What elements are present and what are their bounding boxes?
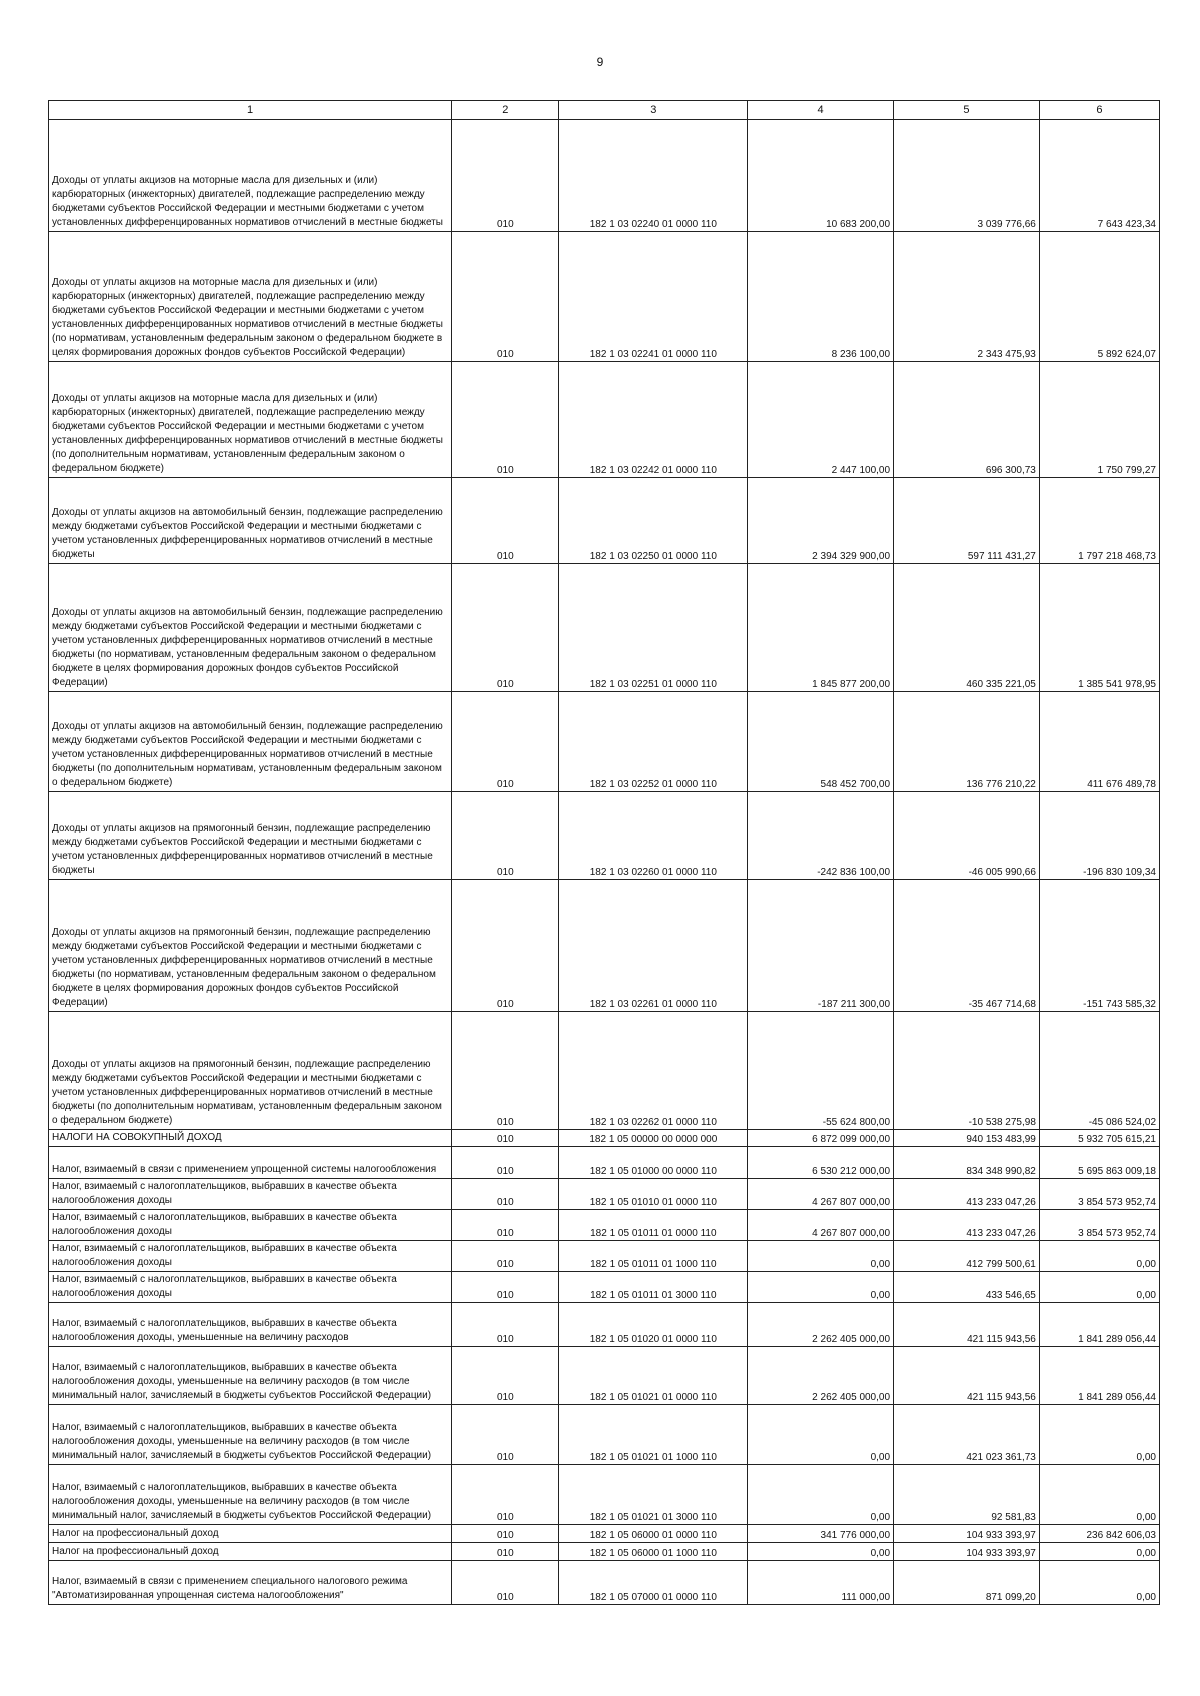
row-line-code: 010 bbox=[452, 1543, 559, 1561]
row-executed-amount: 2 343 475,93 bbox=[894, 232, 1040, 362]
table-row bbox=[49, 1179, 1160, 1210]
row-executed-amount: -35 467 714,68 bbox=[894, 880, 1040, 1012]
row-approved-amount: 2 262 405 000,00 bbox=[748, 1347, 894, 1405]
table-row bbox=[49, 478, 1160, 564]
table-row bbox=[49, 1303, 1160, 1347]
row-line-code: 010 bbox=[452, 1130, 559, 1147]
row-description: Доходы от уплаты акцизов на моторные масла для дизельных и (или) карбюраторных (инжекторных) двигателей, подлежащие распределению между бюджетами субъектов Российской Федерации и местными бюджетами с учетом установленных дифференцированных нормативов отчислений в местные бюджеты (по нормативам, установленным федеральным законом о федеральном бюджете в целях формирования дорожных фондов субъектов Российской Федерации) bbox=[49, 232, 452, 362]
row-approved-amount: 0,00 bbox=[748, 1241, 894, 1272]
column-header-5: 5 bbox=[894, 101, 1040, 120]
row-remaining-amount: 1 841 289 056,44 bbox=[1039, 1347, 1159, 1405]
row-budget-code: 182 1 03 02240 01 0000 110 bbox=[559, 120, 748, 232]
row-remaining-amount: 5 932 705 615,21 bbox=[1039, 1130, 1159, 1147]
table-row bbox=[49, 880, 1160, 1012]
row-executed-amount: 412 799 500,61 bbox=[894, 1241, 1040, 1272]
table-row bbox=[49, 692, 1160, 792]
row-approved-amount: 6 530 212 000,00 bbox=[748, 1147, 894, 1179]
row-line-code: 010 bbox=[452, 1210, 559, 1241]
row-executed-amount: 3 039 776,66 bbox=[894, 120, 1040, 232]
row-remaining-amount: 1 385 541 978,95 bbox=[1039, 564, 1159, 692]
column-header-3: 3 bbox=[559, 101, 748, 120]
row-description: Доходы от уплаты акцизов на моторные масла для дизельных и (или) карбюраторных (инжекторных) двигателей, подлежащие распределению между бюджетами субъектов Российской Федерации и местными бюджетами с учетом установленных дифференцированных нормативов отчислений в местные бюджеты bbox=[49, 120, 452, 232]
row-remaining-amount: 411 676 489,78 bbox=[1039, 692, 1159, 792]
row-executed-amount: 92 581,83 bbox=[894, 1465, 1040, 1525]
row-executed-amount: 421 115 943,56 bbox=[894, 1347, 1040, 1405]
row-line-code: 010 bbox=[452, 1347, 559, 1405]
row-approved-amount: -55 624 800,00 bbox=[748, 1012, 894, 1130]
row-executed-amount: 834 348 990,82 bbox=[894, 1147, 1040, 1179]
row-executed-amount: 460 335 221,05 bbox=[894, 564, 1040, 692]
table-row bbox=[49, 1130, 1160, 1147]
table-row bbox=[49, 1272, 1160, 1303]
row-remaining-amount: -45 086 524,02 bbox=[1039, 1012, 1159, 1130]
row-approved-amount: 111 000,00 bbox=[748, 1561, 894, 1605]
row-budget-code: 182 1 05 01011 01 3000 110 bbox=[559, 1272, 748, 1303]
row-budget-code: 182 1 05 01021 01 0000 110 bbox=[559, 1347, 748, 1405]
row-remaining-amount: 0,00 bbox=[1039, 1241, 1159, 1272]
table-row bbox=[49, 792, 1160, 880]
row-remaining-amount: 0,00 bbox=[1039, 1543, 1159, 1561]
row-approved-amount: 2 394 329 900,00 bbox=[748, 478, 894, 564]
column-header-2: 2 bbox=[452, 101, 559, 120]
row-remaining-amount: 1 750 799,27 bbox=[1039, 362, 1159, 478]
table-row bbox=[49, 1543, 1160, 1561]
row-approved-amount: 548 452 700,00 bbox=[748, 692, 894, 792]
row-budget-code: 182 1 03 02241 01 0000 110 bbox=[559, 232, 748, 362]
row-description: Налог, взимаемый с налогоплательщиков, выбравших в качестве объекта налогообложения доходы bbox=[49, 1272, 452, 1303]
row-line-code: 010 bbox=[452, 1147, 559, 1179]
row-approved-amount: 341 776 000,00 bbox=[748, 1525, 894, 1543]
table-row bbox=[49, 1347, 1160, 1405]
row-approved-amount: -187 211 300,00 bbox=[748, 880, 894, 1012]
row-budget-code: 182 1 05 07000 01 0000 110 bbox=[559, 1561, 748, 1605]
row-line-code: 010 bbox=[452, 1303, 559, 1347]
row-executed-amount: -46 005 990,66 bbox=[894, 792, 1040, 880]
row-approved-amount: 1 845 877 200,00 bbox=[748, 564, 894, 692]
row-budget-code: 182 1 03 02242 01 0000 110 bbox=[559, 362, 748, 478]
row-description: Доходы от уплаты акцизов на автомобильный бензин, подлежащие распределению между бюджетами субъектов Российской Федерации и местными бюджетами с учетом установленных дифференцированных нормативов отчислений в местные бюджеты (по нормативам, установленным федеральным законом о федеральном бюджете в целях формирования дорожных фондов субъектов Российской Федерации) bbox=[49, 564, 452, 692]
row-budget-code: 182 1 05 06000 01 0000 110 bbox=[559, 1525, 748, 1543]
row-line-code: 010 bbox=[452, 1179, 559, 1210]
row-description: Налог, взимаемый с налогоплательщиков, выбравших в качестве объекта налогообложения доходы, уменьшенные на величину расходов bbox=[49, 1303, 452, 1347]
row-approved-amount: 10 683 200,00 bbox=[748, 120, 894, 232]
table-row bbox=[49, 1525, 1160, 1543]
row-approved-amount: 4 267 807 000,00 bbox=[748, 1179, 894, 1210]
page-number: 9 bbox=[596, 55, 604, 69]
row-line-code: 010 bbox=[452, 564, 559, 692]
row-executed-amount: 940 153 483,99 bbox=[894, 1130, 1040, 1147]
row-line-code: 010 bbox=[452, 1525, 559, 1543]
row-line-code: 010 bbox=[452, 1241, 559, 1272]
row-budget-code: 182 1 05 00000 00 0000 000 bbox=[559, 1130, 748, 1147]
row-executed-amount: 433 546,65 bbox=[894, 1272, 1040, 1303]
row-description: Налог на профессиональный доход bbox=[49, 1525, 452, 1543]
row-approved-amount: 0,00 bbox=[748, 1405, 894, 1465]
row-line-code: 010 bbox=[452, 1272, 559, 1303]
row-description: НАЛОГИ НА СОВОКУПНЫЙ ДОХОД bbox=[49, 1130, 452, 1147]
row-line-code: 010 bbox=[452, 1012, 559, 1130]
row-executed-amount: 136 776 210,22 bbox=[894, 692, 1040, 792]
row-description: Доходы от уплаты акцизов на прямогонный бензин, подлежащие распределению между бюджетами субъектов Российской Федерации и местными бюджетами с учетом установленных дифференцированных нормативов отчислений в местные бюджеты (по дополнительным нормативам, установленным федеральным законом о федеральном бюджете) bbox=[49, 1012, 452, 1130]
row-budget-code: 182 1 05 01000 00 0000 110 bbox=[559, 1147, 748, 1179]
row-remaining-amount: 0,00 bbox=[1039, 1561, 1159, 1605]
row-line-code: 010 bbox=[452, 792, 559, 880]
row-executed-amount: 413 233 047,26 bbox=[894, 1210, 1040, 1241]
row-approved-amount: 0,00 bbox=[748, 1465, 894, 1525]
row-remaining-amount: 236 842 606,03 bbox=[1039, 1525, 1159, 1543]
table-row bbox=[49, 362, 1160, 478]
row-line-code: 010 bbox=[452, 232, 559, 362]
table-row bbox=[49, 1561, 1160, 1605]
row-budget-code: 182 1 03 02260 01 0000 110 bbox=[559, 792, 748, 880]
row-description: Налог, взимаемый с налогоплательщиков, выбравших в качестве объекта налогообложения доходы bbox=[49, 1179, 452, 1210]
row-remaining-amount: 1 797 218 468,73 bbox=[1039, 478, 1159, 564]
row-description: Налог, взимаемый с налогоплательщиков, выбравших в качестве объекта налогообложения доходы bbox=[49, 1210, 452, 1241]
row-remaining-amount: 5 695 863 009,18 bbox=[1039, 1147, 1159, 1179]
row-description: Налог, взимаемый с налогоплательщиков, выбравших в качестве объекта налогообложения доходы bbox=[49, 1241, 452, 1272]
row-line-code: 010 bbox=[452, 1465, 559, 1525]
row-budget-code: 182 1 05 01021 01 1000 110 bbox=[559, 1405, 748, 1465]
row-description: Налог, взимаемый с налогоплательщиков, выбравших в качестве объекта налогообложения доходы, уменьшенные на величину расходов (в том числе минимальный налог, зачисляемый в бюджеты субъектов Российской Федерации) bbox=[49, 1347, 452, 1405]
row-line-code: 010 bbox=[452, 362, 559, 478]
table-row bbox=[49, 1147, 1160, 1179]
row-approved-amount: 2 447 100,00 bbox=[748, 362, 894, 478]
row-description: Доходы от уплаты акцизов на автомобильный бензин, подлежащие распределению между бюджетами субъектов Российской Федерации и местными бюджетами с учетом установленных дифференцированных нормативов отчислений в местные бюджеты (по дополнительным нормативам, установленным федеральным законом о федеральном бюджете) bbox=[49, 692, 452, 792]
revenue-table bbox=[48, 100, 1160, 1605]
row-budget-code: 182 1 05 01020 01 0000 110 bbox=[559, 1303, 748, 1347]
row-budget-code: 182 1 05 01011 01 1000 110 bbox=[559, 1241, 748, 1272]
row-description: Доходы от уплаты акцизов на прямогонный бензин, подлежащие распределению между бюджетами субъектов Российской Федерации и местными бюджетами с учетом установленных дифференцированных нормативов отчислений в местные бюджеты bbox=[49, 792, 452, 880]
row-line-code: 010 bbox=[452, 1561, 559, 1605]
row-remaining-amount: 5 892 624,07 bbox=[1039, 232, 1159, 362]
row-description: Налог, взимаемый с налогоплательщиков, выбравших в качестве объекта налогообложения доходы, уменьшенные на величину расходов (в том числе минимальный налог, зачисляемый в бюджеты субъектов Российской Федерации) bbox=[49, 1405, 452, 1465]
row-line-code: 010 bbox=[452, 692, 559, 792]
column-header-4: 4 bbox=[748, 101, 894, 120]
table-row bbox=[49, 232, 1160, 362]
column-header-1: 1 bbox=[49, 101, 452, 120]
row-executed-amount: 421 023 361,73 bbox=[894, 1405, 1040, 1465]
row-budget-code: 182 1 05 06000 01 1000 110 bbox=[559, 1543, 748, 1561]
row-remaining-amount: -151 743 585,32 bbox=[1039, 880, 1159, 1012]
table-row bbox=[49, 1405, 1160, 1465]
row-executed-amount: 597 111 431,27 bbox=[894, 478, 1040, 564]
row-budget-code: 182 1 03 02252 01 0000 110 bbox=[559, 692, 748, 792]
row-remaining-amount: 0,00 bbox=[1039, 1405, 1159, 1465]
row-executed-amount: 104 933 393,97 bbox=[894, 1525, 1040, 1543]
row-remaining-amount: -196 830 109,34 bbox=[1039, 792, 1159, 880]
row-approved-amount: 0,00 bbox=[748, 1543, 894, 1561]
row-line-code: 010 bbox=[452, 1405, 559, 1465]
row-line-code: 010 bbox=[452, 120, 559, 232]
row-executed-amount: 421 115 943,56 bbox=[894, 1303, 1040, 1347]
row-description: Доходы от уплаты акцизов на автомобильный бензин, подлежащие распределению между бюджетами субъектов Российской Федерации и местными бюджетами с учетом установленных дифференцированных нормативов отчислений в местные бюджеты bbox=[49, 478, 452, 564]
row-approved-amount: -242 836 100,00 bbox=[748, 792, 894, 880]
row-description: Налог, взимаемый в связи с применением упрощенной системы налогообложения bbox=[49, 1147, 452, 1179]
row-budget-code: 182 1 05 01010 01 0000 110 bbox=[559, 1179, 748, 1210]
row-approved-amount: 8 236 100,00 bbox=[748, 232, 894, 362]
table-row bbox=[49, 1012, 1160, 1130]
row-approved-amount: 2 262 405 000,00 bbox=[748, 1303, 894, 1347]
row-executed-amount: 104 933 393,97 bbox=[894, 1543, 1040, 1561]
row-budget-code: 182 1 03 02262 01 0000 110 bbox=[559, 1012, 748, 1130]
table-row bbox=[49, 1210, 1160, 1241]
row-budget-code: 182 1 03 02250 01 0000 110 bbox=[559, 478, 748, 564]
row-line-code: 010 bbox=[452, 478, 559, 564]
row-remaining-amount: 7 643 423,34 bbox=[1039, 120, 1159, 232]
row-description: Доходы от уплаты акцизов на прямогонный бензин, подлежащие распределению между бюджетами субъектов Российской Федерации и местными бюджетами с учетом установленных дифференцированных нормативов отчислений в местные бюджеты (по нормативам, установленным федеральным законом о федеральном бюджете в целях формирования дорожных фондов субъектов Российской Федерации) bbox=[49, 880, 452, 1012]
row-budget-code: 182 1 05 01021 01 3000 110 bbox=[559, 1465, 748, 1525]
row-executed-amount: -10 538 275,98 bbox=[894, 1012, 1040, 1130]
row-approved-amount: 4 267 807 000,00 bbox=[748, 1210, 894, 1241]
row-remaining-amount: 0,00 bbox=[1039, 1272, 1159, 1303]
table-row bbox=[49, 1241, 1160, 1272]
row-description: Доходы от уплаты акцизов на моторные масла для дизельных и (или) карбюраторных (инжекторных) двигателей, подлежащие распределению между бюджетами субъектов Российской Федерации и местными бюджетами с учетом установленных дифференцированных нормативов отчислений в местные бюджеты (по дополнительным нормативам, установленным федеральным законом о федеральном бюджете) bbox=[49, 362, 452, 478]
row-executed-amount: 871 099,20 bbox=[894, 1561, 1040, 1605]
row-approved-amount: 6 872 099 000,00 bbox=[748, 1130, 894, 1147]
header-row bbox=[49, 101, 1160, 120]
table-row bbox=[49, 120, 1160, 232]
row-line-code: 010 bbox=[452, 880, 559, 1012]
row-description: Налог, взимаемый в связи с применением специального налогового режима "Автоматизированная упрощенная система налогообложения" bbox=[49, 1561, 452, 1605]
row-budget-code: 182 1 03 02251 01 0000 110 bbox=[559, 564, 748, 692]
row-remaining-amount: 3 854 573 952,74 bbox=[1039, 1179, 1159, 1210]
row-executed-amount: 696 300,73 bbox=[894, 362, 1040, 478]
row-description: Налог, взимаемый с налогоплательщиков, выбравших в качестве объекта налогообложения доходы, уменьшенные на величину расходов (в том числе минимальный налог, зачисляемый в бюджеты субъектов Российской Федерации) bbox=[49, 1465, 452, 1525]
table-row bbox=[49, 1465, 1160, 1525]
table-row bbox=[49, 564, 1160, 692]
row-budget-code: 182 1 03 02261 01 0000 110 bbox=[559, 880, 748, 1012]
row-remaining-amount: 1 841 289 056,44 bbox=[1039, 1303, 1159, 1347]
row-executed-amount: 413 233 047,26 bbox=[894, 1179, 1040, 1210]
row-description: Налог на профессиональный доход bbox=[49, 1543, 452, 1561]
row-budget-code: 182 1 05 01011 01 0000 110 bbox=[559, 1210, 748, 1241]
column-header-6: 6 bbox=[1039, 101, 1159, 120]
row-remaining-amount: 0,00 bbox=[1039, 1465, 1159, 1525]
row-remaining-amount: 3 854 573 952,74 bbox=[1039, 1210, 1159, 1241]
row-approved-amount: 0,00 bbox=[748, 1272, 894, 1303]
